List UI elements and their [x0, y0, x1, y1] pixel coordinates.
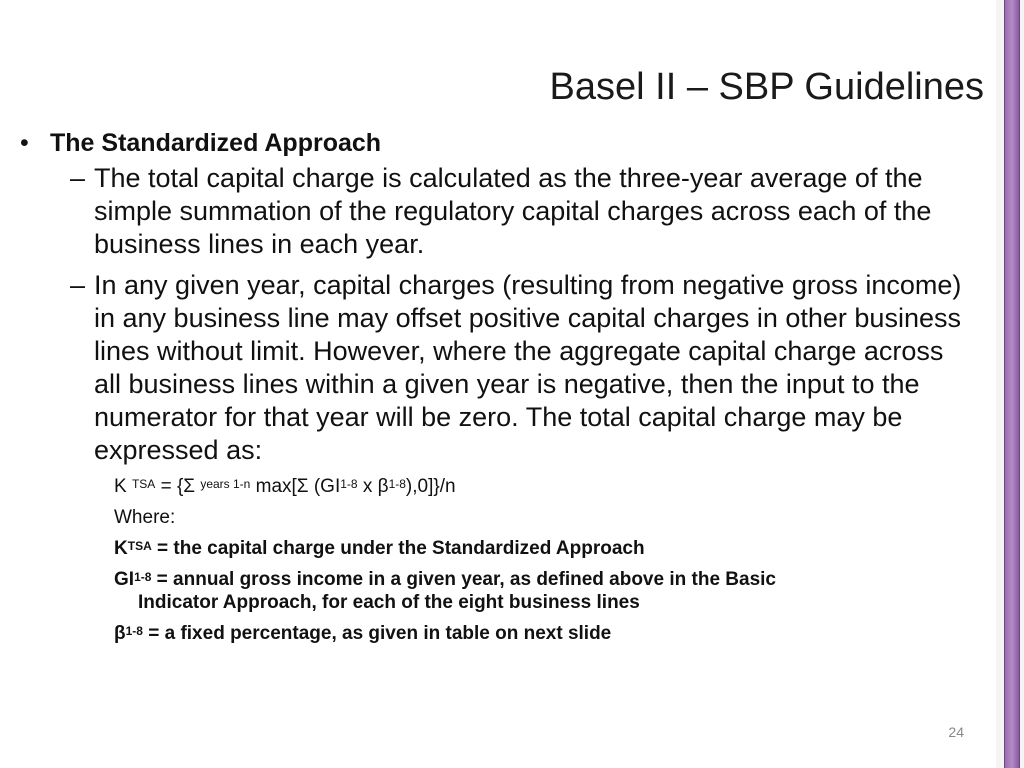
definition-gi-text: = annual gross income in a given year, as defined above in the Basic	[151, 569, 776, 590]
definition-beta	[14, 622, 894, 645]
definition-gi-text-continued: Indicator Approach, for each of the eight business lines	[138, 592, 640, 613]
sub-bullet-1	[14, 162, 974, 261]
definition-k-text: = the capital charge under the Standardized Approach	[151, 538, 645, 559]
definition-gi-sup: 1-8	[134, 570, 152, 584]
sub-bullet-2	[14, 269, 974, 467]
formula-sup-years: years 1-n	[200, 477, 251, 491]
dash-icon: –	[70, 270, 86, 300]
paragraph-2-text: In any given year, capital charges (resulting from negative gross income) in any business line may offset positive capital charges in other business lines without limit. However, where the aggregate capital charge across all business lines within a given year is negative, then the input to the numerator for that year will be zero. The total capital charge may be expressed as:	[94, 270, 962, 465]
formula-eq-sigma: = {Σ	[155, 476, 201, 497]
formula-line	[14, 475, 894, 498]
purple-accent-stripe	[1004, 0, 1020, 768]
dash-icon: –	[70, 163, 86, 193]
heading-text: The Standardized Approach	[50, 129, 382, 157]
definition-beta-symbol: β	[114, 623, 126, 644]
formula-sup-tsa: TSA	[131, 477, 156, 491]
bullet-icon: •	[20, 129, 29, 157]
definition-k-sup: TSA	[127, 539, 152, 553]
definition-k-symbol: K	[114, 538, 128, 559]
formula-k: K	[114, 476, 132, 497]
definition-gi-symbol: GI	[114, 569, 135, 590]
definition-gi	[14, 568, 894, 614]
formula-sup-gi: 1-8	[340, 477, 358, 491]
slide-body	[14, 126, 974, 653]
definition-beta-sup: 1-8	[125, 624, 143, 638]
paragraph-1-text: The total capital charge is calculated as the three-year average of the simple summation of the regulatory capital charges across each of the business lines in each year.	[94, 163, 932, 259]
formula-max-gi: max[Σ (GI	[250, 476, 341, 497]
formula-end: ),0]}/n	[405, 476, 456, 497]
decorative-side-bar	[996, 0, 1024, 768]
slide-number: 24	[948, 724, 964, 740]
slide-title: Basel II – SBP Guidelines	[549, 66, 984, 108]
bullet-heading	[14, 126, 974, 160]
where-label: Where:	[114, 507, 176, 528]
definition-k	[14, 537, 894, 560]
definition-beta-text: = a fixed percentage, as given in table on next slide	[142, 623, 612, 644]
formula-x-beta: x β	[357, 476, 389, 497]
formula-sup-beta: 1-8	[388, 477, 406, 491]
